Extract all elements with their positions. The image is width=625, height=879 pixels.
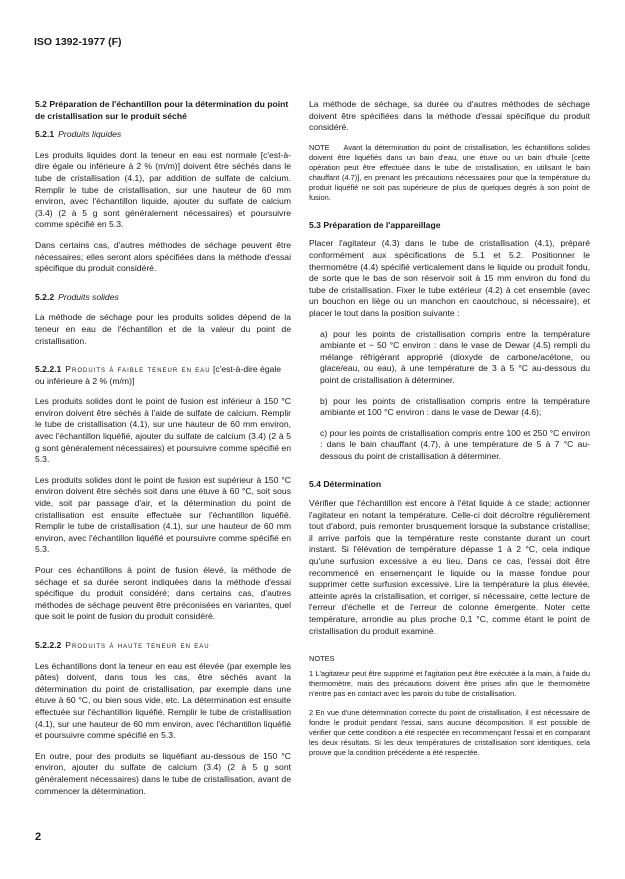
section-title-qualifier: [c'est-à-dire égale ou inférieure à 2 % (m/m)] xyxy=(35,364,282,386)
section-5-2-2-2-heading xyxy=(35,640,291,652)
paragraph: Les produits solides dont le point de fusion est inférieur à 150 °C environ doivent être séchés à l'aide de sulfate de calcium. Remplir le tube de cristallisation (4.1), sur une hauteur de 60 mm environ, avec l'échantillon liquéfié, ajouter du sulfate de calcium (3.4) (2 à 5 g sont généralement nécessaires) et poursuivre comme spécifié en 5.3. xyxy=(35,396,291,465)
section-title: Produits à haute teneur en eau xyxy=(65,639,210,650)
paragraph: Vérifier que l'échantillon est encore à l'état liquide à ce stade; actionner l'agitateur en notant la température. Celle-ci doit décroître régulièrement tout d'abord, puis remonter brusquement lorsque la substance cristallise; il arrive parfois que la température reste constante durant un court instant. Si l'élévation de température dépasse 1 à 2 °C, cela indique qu'une surfusion excessive a eu lieu. Dans ce cas, l'essai doit être recommencé en ensemençant le liquide ou la masse fondue pour supprimer cette surfusion excessive. Lire la température la plus élevée, atteinte après la cristallisation, et corriger, si nécessaire, cette lecture de l'erreur d'échelle et de l'erreur de colonne émergente. Noter cette température, arrondie au plus proche 0,1 °C, comme étant le point de cristallisation du produit examiné. xyxy=(309,498,590,636)
note-1: 1 L'agitateur peut être supprimé et l'agitation peut être exécutée à la main, à l'aide du thermomètre, mais des précautions doivent être prises afin que le thermomètre n'entre pas en contact avec les parois du tube de cristallisation. xyxy=(309,669,590,699)
section-number: 5.2.2 xyxy=(35,291,55,302)
section-5-4-heading: 5.4 Détermination xyxy=(309,479,382,490)
page-number: 2 xyxy=(35,831,42,844)
paragraph: Dans certains cas, d'autres méthodes de séchage peuvent être nécessaires; elles seront alors spécifiées dans la méthode d'essai spécifique du produit considéré. xyxy=(35,239,291,274)
section-5-2-2-heading xyxy=(35,292,291,304)
note-label: NOTE xyxy=(309,142,330,152)
section-title: Produits solides xyxy=(58,291,119,302)
section-5-3-heading: 5.3 Préparation de l'appareillage xyxy=(309,219,441,230)
section-5-2-heading: 5.2 Préparation de l'échantillon pour la détermination du point de cristallisation sur le produit séché xyxy=(35,99,289,121)
note xyxy=(309,143,590,203)
list-item-a: a) pour les points de cristallisation compris entre la température ambiante et − 50 °C environ : dans le vase de Dewar (4.5) rempli du mélange réfrigérant approprié (dioxyde de carbone/acétone, ou glace/eau, ou eau), à une température de 3 à 5 °C au-dessous du point de cristallisation à déterminer. xyxy=(320,328,590,385)
section-title: Produits liquides xyxy=(58,129,122,140)
paragraph: Les échantillons dont la teneur en eau est élevée (par exemple les pâtes) doivent, dans tous les cas, être séchés avant la détermination du point de cristallisation, par exemple dans une étuve à 60 °C, ou bien sous vide, etc. La détermination est ensuite effectuée sur l'échantillon liquéfié. Remplir le tube de cristallisation (4.1), sur une hauteur de 60 mm environ, avec l'échantillon liquéfié et poursuivre comme spécifié en 5.3. xyxy=(35,660,291,741)
list-item-c: c) pour les points de cristallisation compris entre 100 et 250 °C environ : dans le bain chauffant (4.7), à une température de 5 à 7 °C au-dessous du point de cristallisation à déterminer. xyxy=(320,427,590,461)
paragraph: Les produits solides dont le point de fusion est supérieur à 150 °C environ doivent être séchés soit dans une étuve à 60 °C, soit sous vide, soit par passage d'air, et la détermination du point de cristallisation est ensuite effectuée sur l'échantillon liquéfié. Remplir le tube de cristallisation (4.1), sur une hauteur de 60 mm environ, avec l'échantillon liquéfié et poursuivre comme spécifié en 5.3. xyxy=(35,474,291,555)
section-5-2-2-1-heading xyxy=(35,364,291,387)
paragraph: Pour ces échantillons à point de fusion élevé, la méthode de séchage et sa durée seront indiquées dans la méthode d'essai spécifique du produit considéré; dans certains cas, d'autres méthodes de séchage peuvent être préconisées en variantes, quel que soit le point de fusion du produit considéré. xyxy=(35,565,291,622)
right-column xyxy=(309,99,590,767)
section-number: 5.2.2.2 xyxy=(35,639,62,650)
left-column xyxy=(35,99,291,843)
notes-label: NOTES xyxy=(309,654,335,664)
paragraph: La méthode de séchage pour les produits solides dépend de la teneur en eau de l'échantillon et de la valeur du point de cristallisation. xyxy=(35,312,291,346)
document-header: ISO 1392-1977 (F) xyxy=(34,36,122,48)
paragraph: Les produits liquides dont la teneur en eau est normale [c'est-à-dire égale ou inférieure à 2 % (m/m)] doivent être séchés dans le tube de cristallisation (4.1), par addition de sulfate de calcium. Remplir le tube de cristallisation, sur une hauteur de 60 mm environ, avec l'échantillon liquide, ajouter du sulfate de calcium (3.4) (2 à 5 g sont généralement nécessaires) et poursuivre comme spécifié en 5.3. xyxy=(35,149,291,230)
paragraph: La méthode de séchage, sa durée ou d'autres méthodes de séchage doivent être spécifiées dans la méthode d'essai spécifique du produit considéré. xyxy=(309,99,590,133)
section-number: 5.2.1 xyxy=(35,129,55,140)
note-text: Avant la détermination du point de cristallisation, les échantillons solides doivent être liquéfiés dans un bain d'eau, une étuve ou un bain d'huile [cette opération peut être effectuée dans le tube de cristallisation, en utilisant le bain chauffant (4.7)], en prenant les précautions nécessaires pour que la température du produit liquéfié ne soit pas supérieure de plus de quelques degrés à son point de fusion. xyxy=(309,142,590,202)
section-5-2-1-heading xyxy=(35,129,291,141)
section-number: 5.2.2.1 xyxy=(35,364,62,375)
paragraph: Placer l'agitateur (4.3) dans le tube de cristallisation (4.1), préparé conformément aux spécifications de 5.1 et 5.2. Positionner le thermomètre (4.4) spécifié verticalement dans le liquide ou produit fondu, de sorte que le bas de son réservoir soit à 15 mm environ du fond du tube de cristallisation. Fixer le tube extérieur (4.2) à cet ensemble (avec un bouchon en liège ou un manchon en caoutchouc, si nécessaire), et placer le tout dans la position suivante : xyxy=(309,238,590,318)
section-title: Produits à faible teneur en eau xyxy=(65,364,211,375)
paragraph: En outre, pour des produits se liquéfiant au-dessous de 150 °C environ, ajouter du sulfate de calcium (3.4) (2 à 5 g sont généralement nécessaires) dans le tube de cristallisation, avant de commencer la détermination. xyxy=(35,750,291,796)
list-item-b: b) pour les points de cristallisation compris entre la température ambiante et 100 °C environ : dans le vase de Dewar (4.6); xyxy=(320,395,590,418)
note-2: 2 En vue d'une détermination correcte du point de cristallisation, il est nécessaire de fondre le produit pendant l'essai, sans aucune décomposition. Il est possible de vérifier que cette condition a été respectée en recommençant l'essai et en comparant les deux résultats. Si les deux températures de cristallisation sont identiques, cela prouve que la condition précédente a été respectée. xyxy=(309,708,590,758)
